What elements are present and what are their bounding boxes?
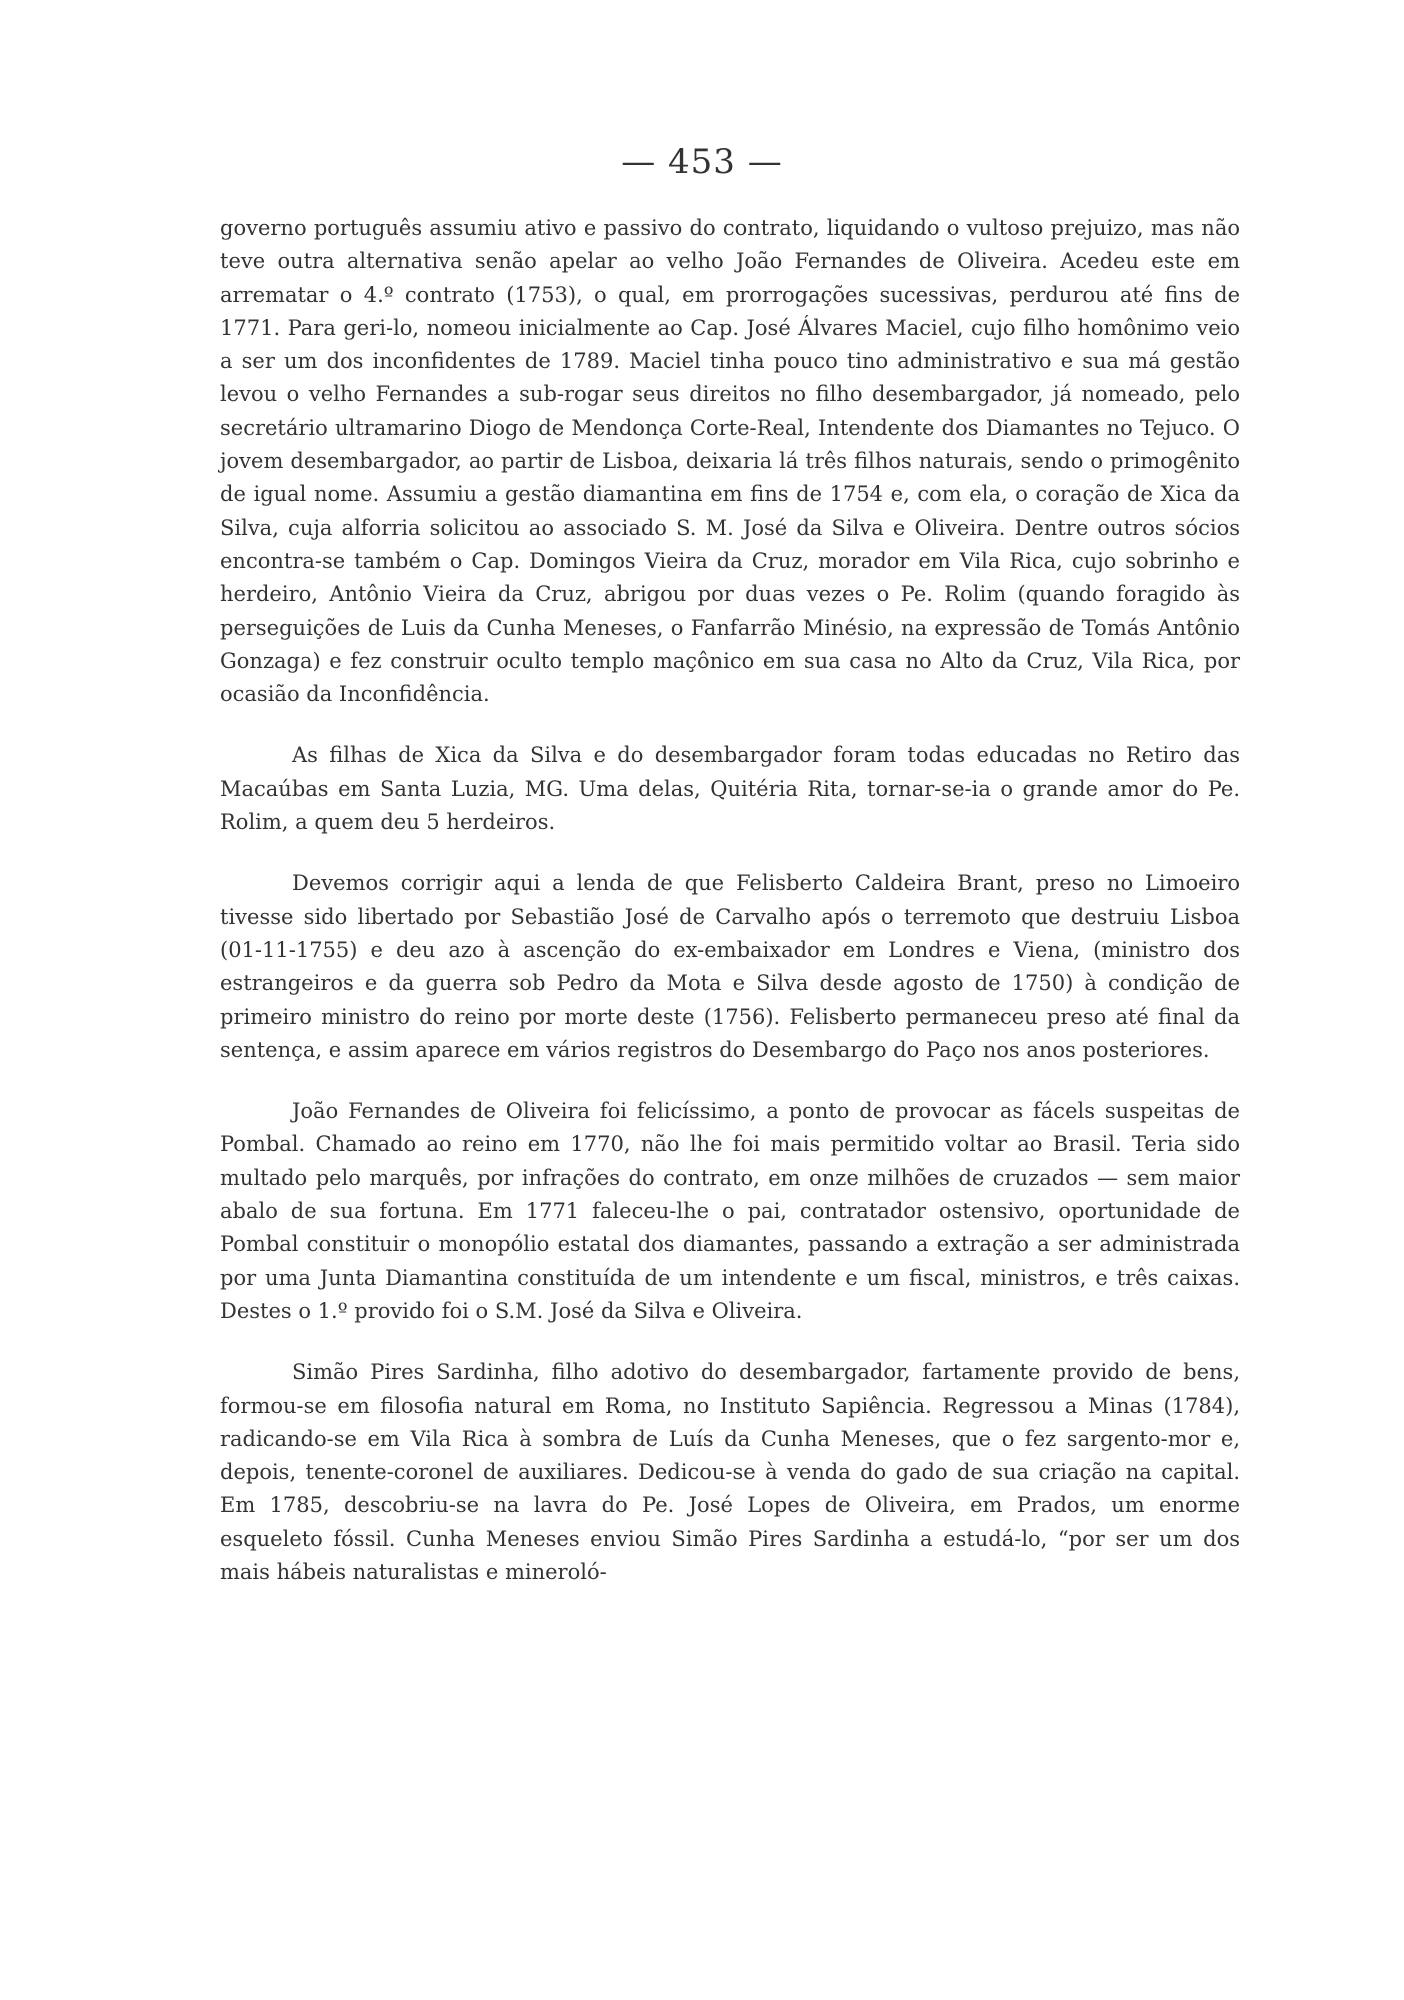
paragraph-felisberto-legend: Devemos corrigir aqui a lenda de que Felisberto Caldeira Brant, preso no Limoeiro tivesse sido libertado por Sebastião José de Carvalho após o terremoto que destruiu Lisboa (01-11-1755) e deu azo à ascenção do ex-embaixador em Londres e Viena, (ministro dos estrangeiros e da guerra sob Pedro da Mota e Silva desde agosto de 1750) à condição de primeiro ministro do reino por morte deste (1756). Felisberto permaneceu preso até final da sentença, e assim aparece em vários registros do Desembargo do Paço nos anos posteriores. xyxy=(220,871,1240,1062)
paragraph-xica-daughters: As filhas de Xica da Silva e do desembargador foram todas educadas no Retiro das Macaúbas em Santa Luzia, MG. Uma delas, Quitéria Rita, tornar-se-ia o grande amor do Pe. Rolim, a quem deu 5 herdeiros. xyxy=(220,743,1240,835)
paragraph-contract-history: governo português assumiu ativo e passivo do contrato, liquidando o vultoso prejuizo, mas não teve outra alternativa senão apelar ao velho João Fernandes de Oliveira. Acedeu este em arrematar o 4.º contrato (1753), o qual, em prorrogações sucessivas, perdurou até fins de 1771. Para geri-lo, nomeou inicialmente ao Cap. José Álvares Maciel, cujo filho homônimo veio a ser um dos inconfidentes de 1789. Maciel tinha pouco tino administrativo e sua má gestão levou o velho Fernandes a sub-rogar seus direitos no filho desembargador, já nomeado, pelo secretário ultramarino Diogo de Mendonça Corte-Real, Intendente dos Diamantes no Tejuco. O jovem desembargador, ao partir de Lisboa, deixaria lá três filhos naturais, sendo o primogênito de igual nome. Assumiu a gestão diamantina em fins de 1754 e, com ela, o coração de Xica da Silva, cuja alforria solicitou ao associado S. M. José da Silva e Oliveira. Dentre outros sócios encontra-se também o Cap. Domingos Vieira da Cruz, morador em Vila Rica, cujo sobrinho e herdeiro, Antônio Vieira da Cruz, abrigou por duas vezes o Pe. Rolim (quando foragido às perseguições de Luis da Cunha Meneses, o Fanfarrão Minésio, na expressão de Tomás Antônio Gonzaga) e fez construir oculto templo maçônico em sua casa no Alto da Cruz, Vila Rica, por ocasião da Inconfidência. xyxy=(220,216,1240,707)
body-text xyxy=(220,212,1240,1589)
paragraph-joao-fernandes: João Fernandes de Oliveira foi felicíssimo, a ponto de provocar as fácels suspeitas de Pombal. Chamado ao reino em 1770, não lhe foi mais permitido voltar ao Brasil. Teria sido multado pelo marquês, por infrações do contrato, em onze milhões de cruzados — sem maior abalo de sua fortuna. Em 1771 faleceu-lhe o pai, contratador ostensivo, oportunidade de Pombal constituir o monopólio estatal dos diamantes, passando a extração a ser administrada por uma Junta Diamantina constituída de um intendente e um fiscal, ministros, e três caixas. Destes o 1.º provido foi o S.M. José da Silva e Oliveira. xyxy=(220,1099,1240,1323)
page-number: — 453 — xyxy=(621,142,783,182)
paragraph-simao-pires-sardinha: Simão Pires Sardinha, filho adotivo do desembargador, fartamente provido de bens, formou-se em filosofia natural em Roma, no Instituto Sapiência. Regressou a Minas (1784), radicando-se em Vila Rica à sombra de Luís da Cunha Meneses, que o fez sargento-mor e, depois, tenente-coronel de auxiliares. Dedicou-se à venda do gado de sua criação na capital. Em 1785, descobriu-se na lavra do Pe. José Lopes de Oliveira, em Prados, um enorme esqueleto fóssil. Cunha Meneses enviou Simão Pires Sardinha a estudá-lo, “por ser um dos mais hábeis naturalistas e mineroló- xyxy=(220,1360,1240,1584)
